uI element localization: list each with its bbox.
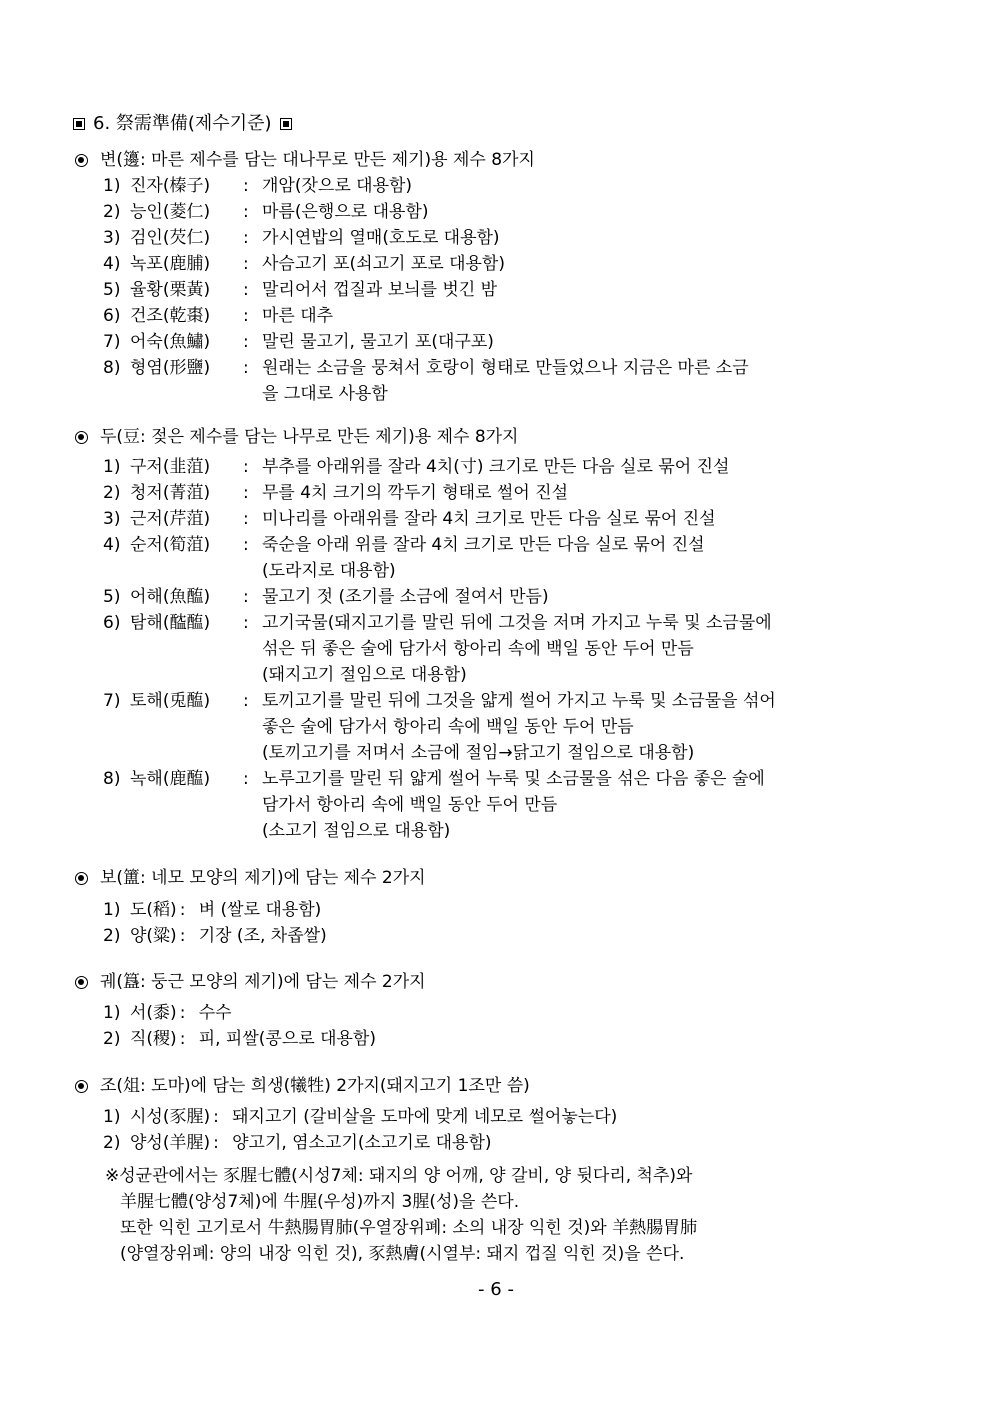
list-item [103,1130,933,1156]
item-number: 1) [103,1003,121,1023]
list-item [103,454,933,480]
description-line: 말린 물고기, 물고기 포(대구포) [262,332,494,352]
item-description [262,584,933,610]
description-line: 벼 (쌀로 대용함) [198,900,322,920]
item-separator: : [243,535,249,555]
item-list [103,173,933,407]
description-line: (소고기 절임으로 대용함) [262,821,451,841]
content-section [73,424,933,844]
description-line: 양고기, 염소고기(소고기로 대용함) [232,1133,492,1153]
item-term: 어숙(魚鱐) [130,332,211,352]
description-line: 섞은 뒤 좋은 술에 담가서 항아리 속에 백일 동안 두어 만듬 [262,639,694,659]
list-item [103,199,933,225]
item-separator: : [179,926,186,946]
item-description [262,480,933,506]
description-line: 마름(은행으로 대용함) [262,202,429,222]
description-line: 개암(잣으로 대용함) [262,176,413,196]
item-description [232,1104,933,1130]
item-term: 구저(韭菹) [130,457,211,477]
description-line: (도라지로 대용함) [262,561,396,581]
content-section [73,1073,933,1267]
description-line: 고기국물(돼지고기를 말린 뒤에 그것을 저며 가지고 누룩 및 소금물에 [262,613,772,633]
list-item [103,225,933,251]
content-section [73,865,933,949]
item-description [199,1026,933,1052]
item-list [103,1104,933,1156]
item-term: 능인(菱仁) [130,202,211,222]
item-description [262,199,933,225]
list-item [103,1026,933,1052]
section-header [73,865,933,891]
description-line: (토끼고기를 저며서 소금에 절임→닭고기 절임으로 대용함) [262,743,695,763]
item-list [103,454,933,844]
item-description [199,897,933,923]
item-number: 7) [103,332,121,352]
section-header-text: 조(俎: 도마)에 담는 희생(犧牲) 2가지(돼지고기 1조만 씀) [100,1076,530,1096]
description-line: 미나리를 아래위를 잘라 4치 크기로 만든 다음 실로 묶어 진설 [262,509,716,529]
description-line: 사슴고기 포(쇠고기 포로 대용함) [262,254,505,274]
item-number: 5) [103,280,121,300]
item-separator: : [179,1029,186,1049]
item-number: 1) [103,900,121,920]
list-item [103,506,933,532]
note-line: 羊腥七體(양성7체)에 牛腥(우성)까지 3腥(성)을 쓴다. [120,1192,520,1212]
item-number: 2) [103,926,121,946]
item-number: 6) [103,306,121,326]
radio-bullet-icon [75,872,88,885]
list-item [103,1104,933,1130]
radio-bullet-icon [75,976,88,989]
description-line: 노루고기를 말린 뒤 얇게 썰어 누룩 및 소금물을 섞은 다음 좋은 술에 [262,769,765,789]
item-separator: : [243,280,249,300]
item-term: 형염(形鹽) [130,358,211,378]
section-header [73,1073,933,1099]
item-description [262,532,933,584]
item-term: 율황(栗黃) [130,280,211,300]
list-item [103,480,933,506]
item-term: 직(稷) [130,1029,177,1049]
note-block [105,1163,933,1267]
description-line: 말리어서 껍질과 보늬를 벗긴 밤 [262,280,498,300]
item-number: 3) [103,509,121,529]
item-number: 1) [103,457,121,477]
item-separator: : [243,176,249,196]
item-description [262,454,933,480]
description-line: 가시연밥의 열매(호도로 대용함) [262,228,500,248]
item-separator: : [243,509,249,529]
item-term: 청저(菁菹) [130,483,211,503]
item-separator: : [213,1107,219,1127]
item-term: 어해(魚醢) [130,587,211,607]
item-number: 2) [103,1029,121,1049]
item-number: 5) [103,587,121,607]
description-line: 기장 (조, 차좁쌀) [198,926,327,946]
square-bullet-icon [280,118,292,130]
note-line: 또한 익힌 고기로서 牛熱腸胃肺(우열장위폐: 소의 내장 익힌 것)와 羊熱腸胃肺 [120,1218,698,1238]
item-description [262,329,933,355]
item-term: 녹포(鹿脯) [130,254,211,274]
item-separator: : [243,483,249,503]
item-separator: : [243,457,249,477]
list-item [103,688,933,766]
description-line: 물고기 젓 (조기를 소금에 절여서 만듬) [262,587,549,607]
list-item [103,766,933,844]
list-item [103,584,933,610]
section-title-text: 6. 祭需準備(제수기준) [93,113,272,134]
item-description [262,225,933,251]
item-term: 근저(芹菹) [130,509,211,529]
item-term: 서(黍) [130,1003,177,1023]
item-description [262,688,933,766]
list-item [103,277,933,303]
list-item [103,923,933,949]
section-header-text: 변(籩: 마른 제수를 담는 대나무로 만든 제기)용 제수 8가지 [100,150,535,170]
item-description [262,303,933,329]
item-number: 1) [103,176,121,196]
list-item [103,355,933,407]
item-separator: : [213,1133,219,1153]
description-line: 죽순을 아래 위를 잘라 4치 크기로 만든 다음 실로 묶어 진설 [262,535,705,555]
item-separator: : [243,228,249,248]
item-number: 4) [103,535,121,555]
description-line: 을 그대로 사용함 [262,384,388,404]
description-line: 좋은 술에 담가서 항아리 속에 백일 동안 두어 만듬 [262,717,634,737]
item-description [262,506,933,532]
item-number: 4) [103,254,121,274]
section-header [73,147,933,173]
item-description [262,610,933,688]
item-number: 2) [103,483,121,503]
item-separator: : [179,1003,186,1023]
item-term: 양성(羊腥) [130,1133,211,1153]
section-header-text: 두(豆: 젖은 제수를 담는 나무로 만든 제기)용 제수 8가지 [100,427,519,447]
description-line: 마른 대추 [262,306,334,326]
list-item [103,897,933,923]
item-number: 2) [103,202,121,222]
description-line: 원래는 소금을 뭉쳐서 호랑이 형태로 만들었으나 지금은 마른 소금 [262,358,749,378]
list-item [103,329,933,355]
item-term: 탐해(醓醢) [130,613,211,633]
section-header-text: 보(簠: 네모 모양의 제기)에 담는 제수 2가지 [100,868,426,888]
item-separator: : [179,900,186,920]
section-header [73,969,933,995]
item-description [262,355,933,407]
item-separator: : [243,769,249,789]
item-number: 7) [103,691,121,711]
content-section [73,147,933,407]
item-separator: : [243,202,249,222]
item-term: 시성(豕腥) [130,1107,211,1127]
description-line: (돼지고기 절임으로 대용함) [262,665,467,685]
description-line: 담가서 항아리 속에 백일 동안 두어 만듬 [262,795,558,815]
item-number: 1) [103,1107,121,1127]
item-list [103,1000,933,1052]
item-number: 8) [103,769,121,789]
list-item [103,1000,933,1026]
note-line: ※성균관에서는 豕腥七體(시성7체: 돼지의 양 어깨, 양 갈비, 양 뒷다리, 척추)와 [105,1166,693,1186]
item-description [232,1130,933,1156]
description-line: 돼지고기 (갈비살을 도마에 맞게 네모로 썰어놓는다) [232,1107,618,1127]
item-separator: : [243,332,249,352]
page-number: - 6 - [478,1279,514,1300]
item-description [262,277,933,303]
item-separator: : [243,254,249,274]
item-separator: : [243,306,249,326]
item-description [262,173,933,199]
radio-bullet-icon [75,1080,88,1093]
list-item [103,173,933,199]
item-separator: : [243,587,249,607]
item-term: 토해(兎醢) [130,691,211,711]
radio-bullet-icon [75,154,88,167]
description-line: 수수 [198,1003,232,1023]
list-item [103,251,933,277]
list-item [103,303,933,329]
item-description [262,251,933,277]
item-number: 2) [103,1133,121,1153]
description-line: 부추를 아래위를 잘라 4치(寸) 크기로 만든 다음 실로 묶어 진설 [262,457,730,477]
item-number: 3) [103,228,121,248]
item-number: 8) [103,358,121,378]
section-header-text: 궤(簋: 둥근 모양의 제기)에 담는 제수 2가지 [100,972,426,992]
item-term: 도(稻) [130,900,177,920]
item-separator: : [243,691,249,711]
list-item [103,610,933,688]
item-term: 검인(芡仁) [130,228,211,248]
content-section [73,969,933,1052]
item-list [103,897,933,949]
section-header [73,424,933,450]
item-term: 진자(榛子) [130,176,211,196]
radio-bullet-icon [75,431,88,444]
section-title [73,111,292,137]
item-number: 6) [103,613,121,633]
item-description [199,923,933,949]
description-line: 피, 피쌀(콩으로 대용함) [198,1029,376,1049]
description-line: 토끼고기를 말린 뒤에 그것을 얇게 썰어 가지고 누룩 및 소금물을 섞어 [262,691,776,711]
item-term: 건조(乾棗) [130,306,211,326]
item-term: 순저(筍菹) [130,535,211,555]
square-bullet-icon [73,118,85,130]
note-line: (양열장위폐: 양의 내장 익힌 것), 豕熱膚(시열부: 돼지 껍질 익힌 것)을 쓴다. [120,1244,685,1264]
item-separator: : [243,613,249,633]
description-line: 무를 4치 크기의 깍두기 형태로 썰어 진설 [262,483,568,503]
item-description [199,1000,933,1026]
item-separator: : [243,358,249,378]
item-description [262,766,933,844]
item-term: 양(粱) [130,926,177,946]
list-item [103,532,933,584]
item-term: 녹해(鹿醢) [130,769,211,789]
